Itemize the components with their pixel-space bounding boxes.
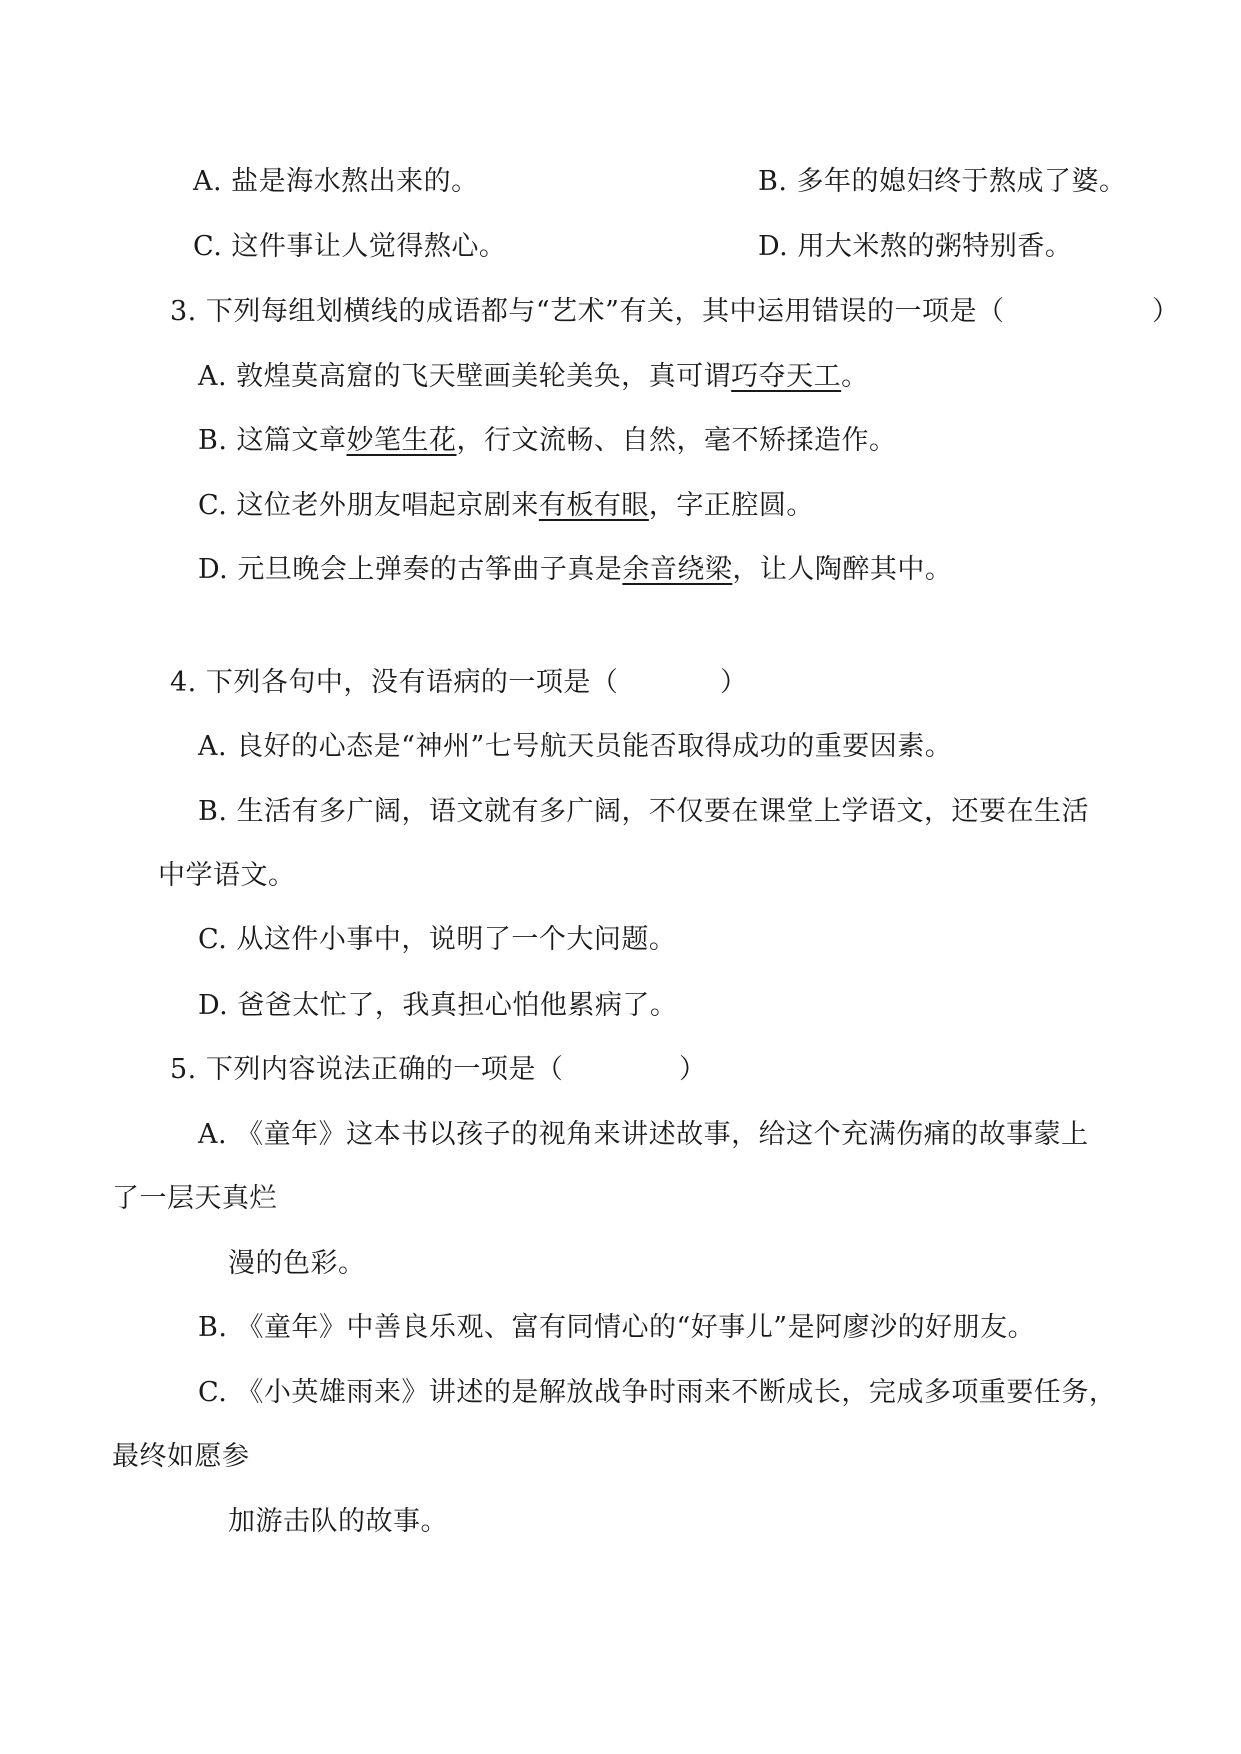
q3-option-b <box>198 423 897 459</box>
q3-option-a-idiom: 巧夺天工 <box>731 361 842 392</box>
q5-option-a-line1: A. 《童年》这本书以孩子的视角来讲述故事，给这个充满伤痛的故事蒙上 <box>198 1119 1089 1150</box>
q3-option-c-post: ，字正腔圆。 <box>648 490 814 521</box>
q4-option-b-line1: B. 生活有多广阔，语文就有多广阔，不仅要在课堂上学语文，还要在生活 <box>198 796 1090 827</box>
q3-option-a-pre: A. 敦煌莫高窟的飞天壁画美轮美奂，真可谓 <box>198 361 732 392</box>
q4-option-c: C. 从这件小事中，说明了一个大问题。 <box>198 924 677 955</box>
q2-option-d: D. 用大米熬的粥特别香。 <box>758 231 1073 262</box>
q4-stem: 4. 下列各句中，没有语病的一项是（ <box>170 667 619 698</box>
q2-option-b: B. 多年的媳妇终于熬成了婆。 <box>758 166 1127 197</box>
q2-option-a: A. 盐是海水熬出来的。 <box>193 166 479 197</box>
q5-close-paren: ） <box>679 1054 706 1085</box>
q5-option-c-line3: 加游击队的故事。 <box>228 1506 448 1537</box>
q5-option-b: B. 《童年》中善良乐观、富有同情心的“好事儿”是阿廖沙的好朋友。 <box>198 1312 1036 1343</box>
q3-option-d-post: ，让人陶醉其中。 <box>732 554 953 585</box>
q3-option-b-post: ，行文流畅、自然，毫不矫揉造作。 <box>456 425 897 456</box>
q3-option-c <box>198 488 814 524</box>
q3-option-b-pre: B. 这篇文章 <box>198 425 347 456</box>
q3-option-c-pre: C. 这位老外朋友唱起京剧来 <box>198 490 539 521</box>
q2-option-c: C. 这件事让人觉得熬心。 <box>193 231 507 262</box>
q3-close-paren: ） <box>1152 296 1179 327</box>
q4-option-b-line2: 中学语文。 <box>158 860 296 891</box>
q5-stem: 5. 下列内容说法正确的一项是（ <box>170 1054 564 1085</box>
q3-option-b-idiom: 妙笔生花 <box>346 425 457 456</box>
q5-option-c-line1: C. 《小英雄雨来》讲述的是解放战争时雨来不断成长，完成多项重要任务， <box>198 1377 1117 1408</box>
q4-option-a: A. 良好的心态是“神州”七号航天员能否取得成功的重要因素。 <box>198 731 953 762</box>
q5-option-a-line3: 漫的色彩。 <box>228 1248 366 1279</box>
q3-option-d-pre: D. 元旦晚会上弹奏的古筝曲子真是 <box>198 554 623 585</box>
q4-close-paren: ） <box>720 667 747 698</box>
q5-option-a-line2: 了一层天真烂 <box>112 1183 277 1214</box>
q5-option-c-line2: 最终如愿参 <box>112 1441 250 1472</box>
q3-stem: 3. 下列每组划横线的成语都与“艺术”有关，其中运用错误的一项是（ <box>170 296 1005 327</box>
q3-option-d <box>198 552 952 588</box>
q3-option-a <box>198 359 869 395</box>
q4-option-d: D. 爸爸太忙了，我真担心怕他累病了。 <box>198 990 678 1021</box>
q3-option-a-post: 。 <box>841 361 869 392</box>
q3-option-d-idiom: 余音绕梁 <box>622 554 733 585</box>
q3-option-c-idiom: 有板有眼 <box>538 490 649 521</box>
